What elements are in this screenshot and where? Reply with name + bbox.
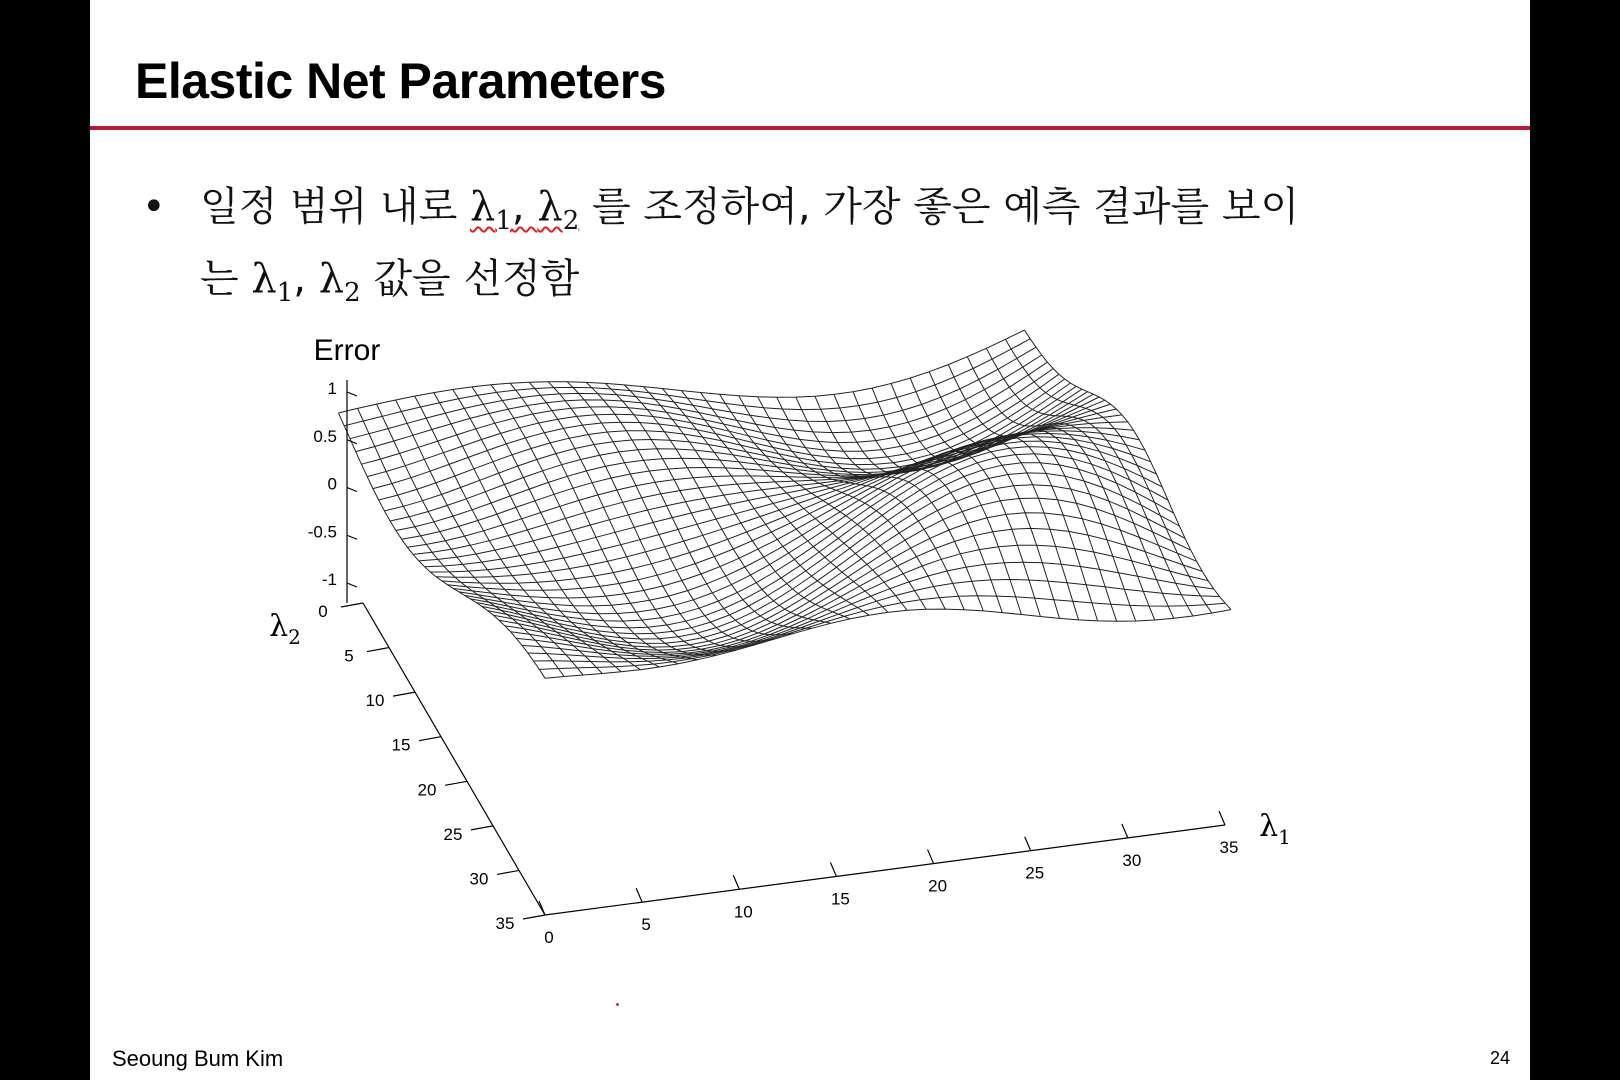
lambda2-tick bbox=[367, 648, 389, 652]
mesh-line bbox=[407, 394, 1093, 547]
lambda2-tick bbox=[445, 781, 467, 785]
lambda-subscript: 1 bbox=[276, 278, 294, 308]
mesh-line bbox=[986, 348, 1193, 616]
stray-mark bbox=[616, 1003, 619, 1006]
error-tick-label: 1 bbox=[327, 379, 337, 398]
spellcheck-underlined-lambdas bbox=[469, 184, 580, 236]
lambda-subscript: 1 bbox=[495, 206, 512, 236]
text-segment: 일정 범위 내로 bbox=[200, 184, 470, 230]
comma: , bbox=[293, 256, 319, 302]
lambda2-tick-label: 35 bbox=[495, 914, 515, 933]
mesh-line bbox=[516, 528, 1202, 654]
error-tick bbox=[347, 535, 357, 539]
error-tick bbox=[347, 583, 357, 587]
lambda1-tick-label: 35 bbox=[1219, 838, 1239, 857]
lambda2-tick-label: 15 bbox=[391, 735, 411, 755]
lambda1-tick bbox=[928, 850, 934, 864]
lambda2-tick bbox=[497, 870, 519, 874]
mesh-line bbox=[339, 330, 1025, 413]
lambda1-tick-label: 5 bbox=[641, 915, 651, 935]
comma: , bbox=[511, 184, 538, 230]
lambda2-tick-label: 10 bbox=[365, 691, 385, 711]
lambda1-tick-label: 25 bbox=[1025, 863, 1045, 883]
lambda1-tick bbox=[1122, 824, 1128, 838]
bullet-line-1 bbox=[200, 178, 1470, 250]
mesh-line bbox=[434, 393, 641, 670]
lambda1-axis-line bbox=[545, 825, 1225, 915]
lambda2-tick-label: 25 bbox=[443, 824, 463, 844]
lambda2-tick-label: 5 bbox=[344, 646, 354, 666]
error-tick bbox=[347, 392, 357, 396]
mesh-line bbox=[356, 355, 1042, 452]
lambda1-tick-label: 20 bbox=[928, 876, 948, 896]
lambda1-tick bbox=[539, 901, 545, 915]
lambda1-tick-label: 0 bbox=[544, 928, 554, 947]
error-tick-label: -1 bbox=[321, 570, 337, 589]
title-divider bbox=[90, 126, 1530, 130]
lambda1-tick bbox=[1025, 837, 1031, 851]
lambda2-tick bbox=[341, 603, 363, 607]
error-tick-label: 0 bbox=[327, 474, 337, 494]
mesh-line bbox=[528, 562, 1214, 658]
lambda2-tick bbox=[393, 692, 415, 696]
lambda-symbol: λ bbox=[537, 184, 563, 230]
lambda-subscript: 2 bbox=[344, 278, 361, 308]
lambda1-tick-label: 15 bbox=[830, 889, 850, 909]
mesh-line bbox=[662, 389, 869, 616]
mesh-line bbox=[442, 422, 1128, 583]
chart-axes bbox=[269, 334, 1291, 947]
bullet-text bbox=[200, 178, 1470, 322]
lambda1-tick bbox=[733, 875, 739, 889]
mesh-line bbox=[491, 385, 698, 660]
lambda2-tick-label: 0 bbox=[318, 602, 328, 621]
lambda2-tick-label: 30 bbox=[469, 869, 489, 889]
lambda1-axis-label: $\lambda_1$ bbox=[1259, 809, 1291, 849]
lambda2-axis-line bbox=[363, 603, 545, 915]
mesh-line bbox=[758, 397, 965, 610]
lambda-symbol: λ bbox=[469, 184, 496, 230]
lambda-symbol: λ bbox=[251, 256, 277, 302]
lambda1-tick bbox=[830, 862, 836, 876]
error-tick-label: -0.5 bbox=[307, 522, 337, 542]
mesh-line bbox=[358, 408, 564, 676]
page-number: 24 bbox=[1489, 1048, 1510, 1068]
footer-author: Seoung Bum Kim bbox=[112, 1046, 284, 1071]
slide bbox=[90, 0, 1530, 1080]
text-segment: 를 조정하여, 가장 좋은 예측 결과를 보이 bbox=[579, 184, 1300, 230]
surface-mesh bbox=[339, 330, 1232, 678]
lambda1-tick-label: 10 bbox=[733, 902, 753, 922]
lambda2-tick bbox=[523, 915, 545, 919]
surface-chart bbox=[90, 320, 1530, 1020]
mesh-line bbox=[815, 396, 1022, 614]
mesh-line bbox=[482, 454, 1168, 634]
error-tick-label: 0.5 bbox=[313, 426, 337, 446]
mesh-line bbox=[430, 409, 1116, 572]
lambda1-tick bbox=[636, 888, 642, 902]
lambda1-tick bbox=[1219, 811, 1225, 825]
lambda2-tick bbox=[471, 826, 493, 830]
error-axis-label: Error bbox=[313, 334, 381, 367]
lambda2-axis-label: $\lambda_2$ bbox=[269, 609, 301, 649]
slide-title: Elastic Net Parameters bbox=[135, 53, 666, 109]
bullet-symbol: • bbox=[142, 184, 166, 230]
lambda2-tick bbox=[419, 737, 441, 741]
lambda2-tick-label: 20 bbox=[417, 780, 437, 800]
mesh-line bbox=[499, 485, 1185, 647]
bullet-line-2 bbox=[200, 250, 1470, 322]
error-tick bbox=[347, 488, 357, 492]
text-segment: 값을 선정함 bbox=[360, 256, 580, 302]
lambda1-tick-label: 30 bbox=[1122, 850, 1142, 870]
lambda-symbol: λ bbox=[318, 256, 345, 302]
lambda-subscript: 2 bbox=[562, 206, 580, 236]
text-segment: 는 bbox=[200, 256, 252, 302]
